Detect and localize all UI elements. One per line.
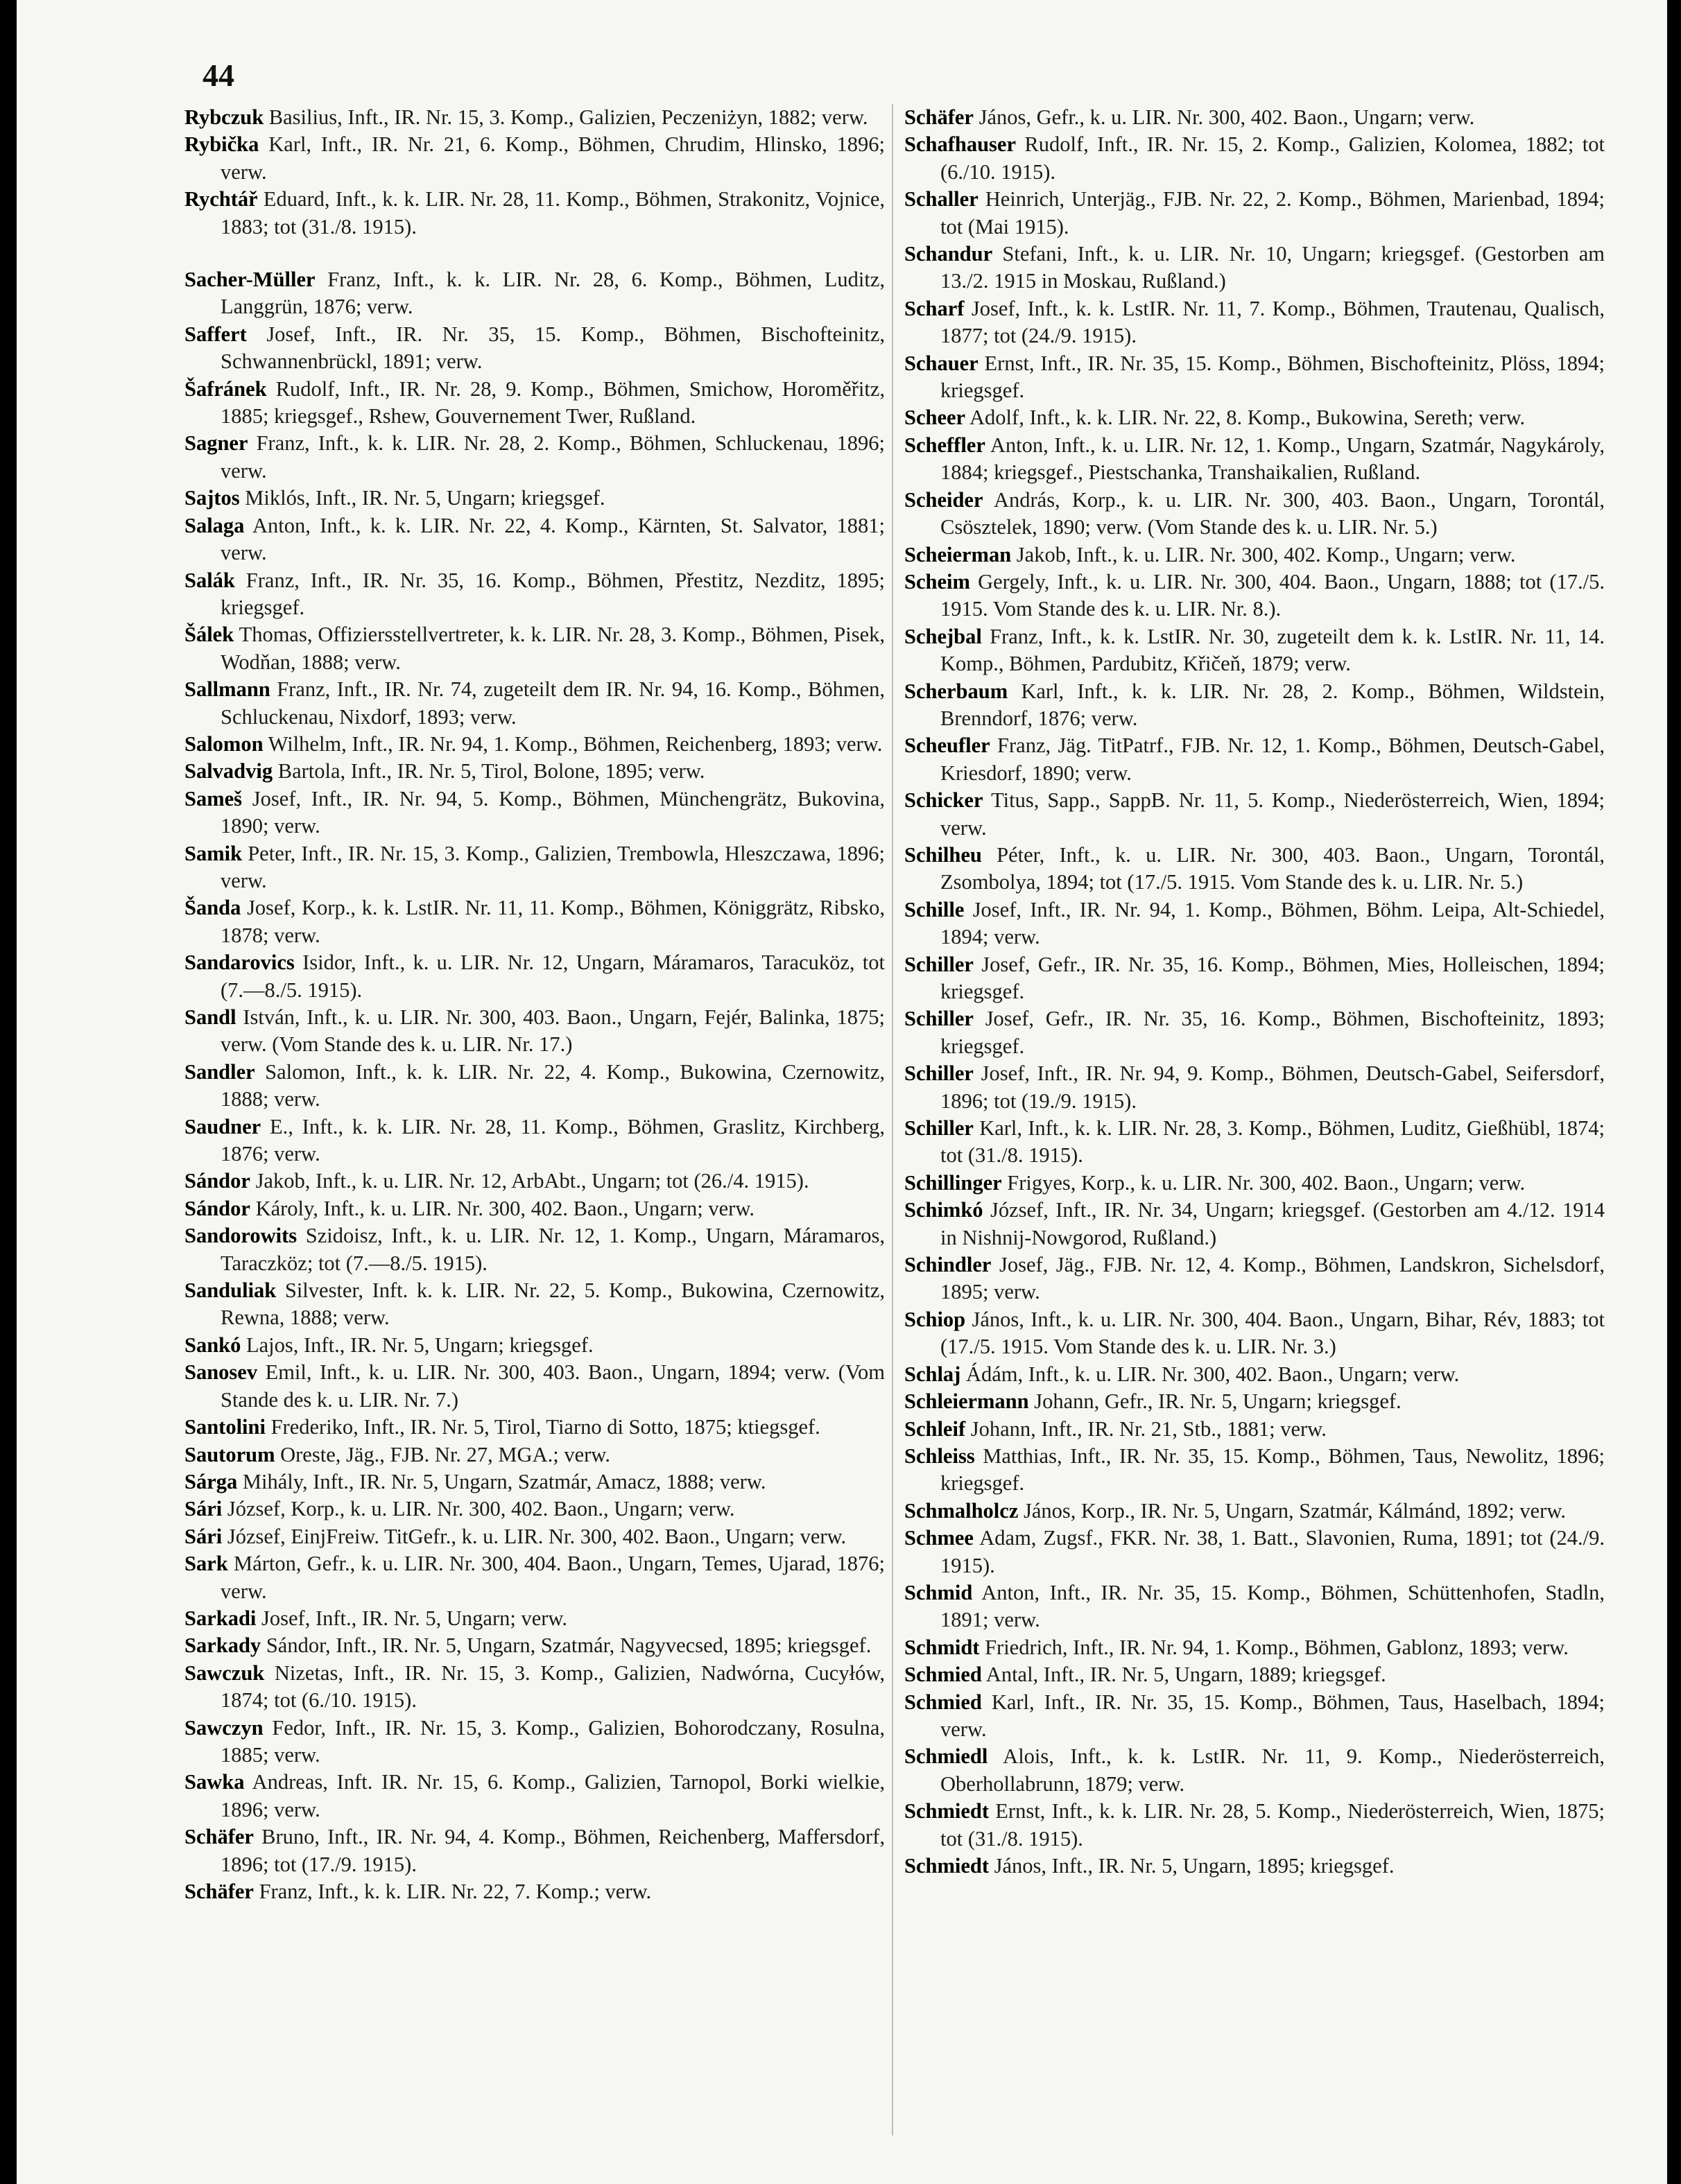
- register-entry: [904, 1661, 1605, 1688]
- register-entry: [184, 1195, 885, 1222]
- entry-details: Josef, Jäg., FJB. Nr. 12, 4. Komp., Böhmen, Landskron, Sichelsdorf, 1895; verw.: [940, 1253, 1605, 1304]
- register-entry: [904, 896, 1605, 951]
- entry-details: Franz, Jäg. TitPatrf., FJB. Nr. 12, 1. Komp., Böhmen, Deutsch-Gabel, Kriesdorf, 1890; verw.: [940, 734, 1605, 785]
- entry-surname: Sándor: [184, 1169, 250, 1193]
- entry-details: Adolf, Inft., k. k. LIR. Nr. 22, 8. Komp., Bukowina, Sereth; verw.: [969, 406, 1526, 430]
- entry-surname: Sándor: [184, 1196, 250, 1220]
- entry-details: Franz, Inft., k. k. LstIR. Nr. 30, zugeteilt dem k. k. LstIR. Nr. 11, 14. Komp., Böhmen, Pardubitz, Křičeň, 1879; verw.: [940, 624, 1605, 676]
- register-entry: [904, 404, 1605, 431]
- entry-surname: Schlaj: [904, 1362, 961, 1386]
- entry-details: József, Korp., k. u. LIR. Nr. 300, 402. Baon., Ungarn; verw.: [227, 1497, 735, 1521]
- entry-details: János, Korp., IR. Nr. 5, Ungarn, Szatmár, Kálmánd, 1892; verw.: [1023, 1498, 1567, 1523]
- register-entry: [184, 1059, 885, 1113]
- register-entry: [904, 951, 1605, 1006]
- register-entry: [184, 621, 885, 676]
- register-entry: [904, 1416, 1605, 1443]
- left-column: [184, 104, 885, 1905]
- entry-details: Alois, Inft., k. k. LstIR. Nr. 11, 9. Komp., Niederösterreich, Oberhollabrunn, 1879; verw.: [940, 1744, 1605, 1796]
- right-column: [904, 104, 1605, 1880]
- entry-surname: Salvadvig: [184, 759, 273, 783]
- entry-surname: Schiller: [904, 1007, 974, 1031]
- register-entry: [904, 1306, 1605, 1361]
- entry-surname: Santolini: [184, 1415, 266, 1439]
- register-entry: [184, 1113, 885, 1168]
- entry-surname: Sautorum: [184, 1442, 275, 1466]
- entry-surname: Salaga: [184, 513, 245, 537]
- entry-surname: Sanosev: [184, 1360, 258, 1385]
- register-entry: [184, 731, 885, 758]
- entry-details: Miklós, Inft., IR. Nr. 5, Ungarn; kriegsgef.: [245, 486, 605, 510]
- register-entry: [184, 1468, 885, 1496]
- entry-surname: Sallmann: [184, 677, 270, 702]
- entry-details: Silvester, Inft. k. k. LIR. Nr. 22, 5. Komp., Bukowina, Czernowitz, Rewna, 1888; verw.: [221, 1279, 886, 1330]
- register-entry: [184, 1359, 885, 1414]
- entry-surname: Salák: [184, 568, 235, 592]
- entry-surname: Sarkadi: [184, 1606, 257, 1630]
- entry-surname: Schmid: [904, 1580, 973, 1604]
- entry-surname: Sandorowits: [184, 1224, 298, 1248]
- register-entry: [184, 1605, 885, 1632]
- register-entry: [904, 1853, 1605, 1880]
- entry-surname: Saffert: [184, 322, 247, 346]
- entry-surname: Schäfer: [184, 1825, 254, 1849]
- register-entry: [184, 758, 885, 785]
- entry-surname: Rybička: [184, 132, 259, 157]
- entry-details: Franz, Inft., k. k. LIR. Nr. 28, 2. Komp., Böhmen, Schluckenau, 1896; verw.: [221, 431, 885, 483]
- entry-details: Franz, Inft., IR. Nr. 35, 16. Komp., Böhmen, Přestitz, Nezditz, 1895; kriegsgef.: [221, 568, 885, 619]
- register-entry: [184, 430, 885, 485]
- entry-details: Sándor, Inft., IR. Nr. 5, Ungarn, Szatmár, Nagyvecsed, 1895; kriegsgef.: [266, 1633, 872, 1658]
- entry-surname: Schiller: [904, 952, 974, 976]
- entry-details: Ernst, Inft., IR. Nr. 35, 15. Komp., Böhmen, Bischofteinitz, Plöss, 1894; kriegsgef.: [940, 351, 1605, 403]
- entry-surname: Schmiedl: [904, 1744, 988, 1769]
- entry-details: Mihály, Inft., IR. Nr. 5, Ungarn, Szatmár, Amacz, 1888; verw.: [242, 1469, 766, 1493]
- entry-details: E., Inft., k. k. LIR. Nr. 28, 11. Komp., Böhmen, Graslitz, Kirchberg, 1876; verw.: [221, 1114, 885, 1166]
- register-entry: [904, 678, 1605, 733]
- entry-details: Basilius, Inft., IR. Nr. 15, 3. Komp., Galizien, Peczeniżyn, 1882; verw.: [268, 105, 868, 129]
- entry-details: Péter, Inft., k. u. LIR. Nr. 300, 403. Baon., Ungarn, Torontál, Zsombolya, 1894; tot (17./5. 1915. Vom Stande des k. u. LIR. Nr. 5.): [940, 842, 1605, 894]
- register-entry: [904, 1005, 1605, 1060]
- entry-surname: Samik: [184, 841, 243, 865]
- entry-surname: Schleiermann: [904, 1389, 1029, 1414]
- entry-surname: Scheufler: [904, 734, 990, 758]
- entry-details: Frederiko, Inft., IR. Nr. 5, Tirol, Tiarno di Sotto, 1875; ktiegsgef.: [270, 1415, 820, 1439]
- entry-surname: Rybczuk: [184, 105, 264, 129]
- entry-surname: Saudner: [184, 1114, 261, 1138]
- entry-details: Gergely, Inft., k. u. LIR. Nr. 300, 404. Baon., Ungarn, 1888; tot (17./5. 1915. Vom Stande des k. u. LIR. Nr. 8.).: [940, 569, 1605, 621]
- entry-details: Antal, Inft., IR. Nr. 5, Ungarn, 1889; kriegsgef.: [985, 1663, 1386, 1687]
- entry-surname: Šafránek: [184, 376, 267, 401]
- register-entry: [904, 186, 1605, 241]
- entry-surname: Sagner: [184, 431, 248, 456]
- entry-surname: Schiller: [904, 1116, 974, 1141]
- entry-details: Wilhelm, Inft., IR. Nr. 94, 1. Komp., Böhmen, Reichenberg, 1893; verw.: [268, 731, 883, 756]
- entry-details: Szidoisz, Inft., k. u. LIR. Nr. 12, 1. Komp., Ungarn, Máramaros, Taraczköz; tot (7.—8./5. 1915).: [221, 1224, 885, 1275]
- register-entry: [904, 732, 1605, 787]
- entry-details: Karl, Inft., IR. Nr. 21, 6. Komp., Böhmen, Chrudim, Hlinsko, 1896; verw.: [221, 132, 886, 184]
- register-page: [17, 0, 1667, 2184]
- entry-details: Eduard, Inft., k. k. LIR. Nr. 28, 11. Komp., Böhmen, Strakonitz, Vojnice, 1883; tot (31./8. 1915).: [221, 187, 885, 239]
- register-entry: [184, 512, 885, 567]
- register-entry: [184, 1878, 885, 1905]
- entry-surname: Schleiss: [904, 1444, 975, 1468]
- register-entry: [184, 186, 885, 241]
- register-entry: [184, 1414, 885, 1441]
- entry-details: Karl, Inft., IR. Nr. 35, 15. Komp., Böhmen, Taus, Haselbach, 1894; verw.: [940, 1690, 1605, 1741]
- entry-surname: Schillinger: [904, 1170, 1002, 1195]
- entry-details: Titus, Sapp., SappB. Nr. 11, 5. Komp., Niederösterreich, Wien, 1894; verw.: [940, 788, 1605, 840]
- register-entry: [184, 1441, 885, 1468]
- entry-details: Anton, Inft., IR. Nr. 35, 15. Komp., Böhmen, Schüttenhofen, Stadln, 1891; verw.: [940, 1580, 1605, 1632]
- entry-details: Márton, Gefr., k. u. LIR. Nr. 300, 404. Baon., Ungarn, Temes, Ujarad, 1876; verw.: [221, 1552, 885, 1603]
- entry-surname: Sawczuk: [184, 1661, 265, 1685]
- register-entry: [904, 1798, 1605, 1853]
- entry-surname: Schille: [904, 897, 965, 921]
- entry-surname: Salomon: [184, 731, 264, 756]
- entry-surname: Sankó: [184, 1333, 241, 1357]
- entry-details: János, Gefr., k. u. LIR. Nr. 300, 402. Baon., Ungarn; verw.: [979, 105, 1475, 129]
- register-entry: [904, 350, 1605, 405]
- entry-details: Matthias, Inft., IR. Nr. 35, 15. Komp., Böhmen, Taus, Newolitz, 1896; kriegsgef.: [940, 1444, 1605, 1496]
- register-entry: [904, 1689, 1605, 1744]
- entry-details: Josef, Inft., IR. Nr. 94, 5. Komp., Böhmen, Münchengrätz, Bukovina, 1890; verw.: [221, 786, 885, 838]
- register-entry: [904, 487, 1605, 541]
- entry-details: Lajos, Inft., IR. Nr. 5, Ungarn; kriegsgef.: [246, 1333, 594, 1357]
- entry-surname: Schmiedt: [904, 1799, 989, 1823]
- register-entry: [184, 676, 885, 731]
- entry-surname: Sawczyn: [184, 1715, 264, 1740]
- entry-surname: Scheffler: [904, 433, 985, 457]
- entry-surname: Schleif: [904, 1416, 966, 1441]
- entry-details: Josef, Inft., k. k. LstIR. Nr. 11, 7. Komp., Böhmen, Trautenau, Qualisch, 1877; tot (24./9. 1915).: [940, 296, 1605, 348]
- register-entry: [904, 842, 1605, 896]
- entry-surname: Sark: [184, 1552, 228, 1576]
- entry-details: Anton, Inft., k. u. LIR. Nr. 12, 1. Komp., Ungarn, Szatmár, Nagykároly, 1884; kriegsgef., Piestschanka, Transhaikalien, Rußland.: [940, 433, 1605, 485]
- entry-surname: Schandur: [904, 242, 993, 266]
- entry-surname: Sári: [184, 1524, 223, 1548]
- entry-surname: Sandarovics: [184, 951, 295, 975]
- register-entry: [184, 266, 885, 321]
- entry-details: Franz, Inft., k. k. LIR. Nr. 22, 7. Komp.; verw.: [259, 1880, 652, 1903]
- entry-details: Johann, Gefr., IR. Nr. 5, Ungarn; kriegsgef.: [1034, 1389, 1402, 1414]
- entry-details: Josef, Inft., IR. Nr. 35, 15. Komp., Böhmen, Bischofteinitz, Schwannenbrückl, 1891; verw.: [221, 322, 885, 374]
- entry-details: János, Inft., IR. Nr. 5, Ungarn, 1895; kriegsgef.: [994, 1854, 1395, 1878]
- register-entry: [904, 623, 1605, 678]
- entry-surname: Scheierman: [904, 542, 1012, 566]
- register-entry: [184, 894, 885, 949]
- register-entry: [904, 131, 1605, 186]
- entry-surname: Schmied: [904, 1690, 982, 1714]
- register-entry: [904, 1388, 1605, 1415]
- entry-details: Salomon, Inft., k. k. LIR. Nr. 22, 4. Komp., Bukowina, Czernowitz, 1888; verw.: [221, 1059, 885, 1111]
- entry-surname: Sajtos: [184, 486, 240, 510]
- register-entry: [184, 1660, 885, 1715]
- register-entry: [184, 376, 885, 431]
- entry-details: Ernst, Inft., k. k. LIR. Nr. 28, 5. Komp., Niederösterreich, Wien, 1875; tot (31./8. 1915).: [940, 1799, 1605, 1851]
- entry-details: Karl, Inft., k. k. LIR. Nr. 28, 3. Komp., Böhmen, Luditz, Gießhübl, 1874; tot (31./8. 1915).: [940, 1116, 1605, 1168]
- register-entry: [184, 485, 885, 512]
- register-entry: [904, 1115, 1605, 1170]
- entry-surname: Schimkó: [904, 1198, 983, 1222]
- entry-surname: Schicker: [904, 788, 983, 813]
- entry-details: Nizetas, Inft., IR. Nr. 15, 3. Komp., Galizien, Nadwórna, Cucyłów, 1874; tot (6./10. 1915).: [221, 1661, 885, 1713]
- entry-details: Franz, Inft., k. k. LIR. Nr. 28, 6. Komp., Böhmen, Luditz, Langgrün, 1876; verw.: [221, 268, 885, 319]
- entry-surname: Schäfer: [184, 1880, 254, 1903]
- entry-details: Josef, Inft., IR. Nr. 94, 9. Komp., Böhmen, Deutsch-Gabel, Seifersdorf, 1896; tot (19./9. 1915).: [940, 1061, 1605, 1113]
- register-entry: [184, 567, 885, 622]
- entry-surname: Sanduliak: [184, 1279, 277, 1303]
- entry-details: Bruno, Inft., IR. Nr. 94, 4. Komp., Böhmen, Reichenberg, Maffersdorf, 1896; tot (17./9. 1915).: [221, 1825, 885, 1876]
- entry-details: Isidor, Inft., k. u. LIR. Nr. 12, Ungarn, Máramaros, Taracuköz, tot (7.—8./5. 1915).: [221, 951, 886, 1002]
- register-entry: [904, 1443, 1605, 1498]
- entry-surname: Sameš: [184, 786, 243, 811]
- entry-surname: Schejbal: [904, 624, 982, 648]
- entry-details: Franz, Inft., IR. Nr. 74, zugeteilt dem IR. Nr. 94, 16. Komp., Böhmen, Schluckenau, Nixdorf, 1893; verw.: [221, 677, 886, 729]
- entry-details: Emil, Inft., k. u. LIR. Nr. 300, 403. Baon., Ungarn, 1894; verw. (Vom Stande des k. u. LIR. Nr. 7.): [221, 1360, 885, 1412]
- entry-surname: Schaller: [904, 187, 979, 211]
- column-divider: [892, 104, 893, 2135]
- entry-surname: Sárga: [184, 1469, 238, 1493]
- register-entry: [184, 1277, 885, 1332]
- register-entry: [184, 1222, 885, 1277]
- entry-details: Josef, Korp., k. k. LstIR. Nr. 11, 11. Komp., Böhmen, Königgrätz, Ribsko, 1878; verw.: [221, 896, 885, 947]
- entry-details: Friedrich, Inft., IR. Nr. 94, 1. Komp., Böhmen, Gablonz, 1893; verw.: [985, 1635, 1569, 1659]
- entry-details: Anton, Inft., k. k. LIR. Nr. 22, 4. Komp., Kärnten, St. Salvator, 1881; verw.: [221, 513, 885, 565]
- entry-surname: Schäfer: [904, 105, 974, 129]
- entry-details: Andreas, Inft. IR. Nr. 15, 6. Komp., Galizien, Tarnopol, Borki wielkie, 1896; verw.: [221, 1770, 885, 1821]
- register-entry: [904, 295, 1605, 350]
- entry-surname: Šálek: [184, 623, 234, 647]
- register-entry: [184, 1550, 885, 1605]
- register-entry: [184, 1496, 885, 1523]
- register-entry: [184, 104, 885, 131]
- register-entry: [904, 787, 1605, 842]
- entry-details: Frigyes, Korp., k. u. LIR. Nr. 300, 402. Baon., Ungarn; verw.: [1007, 1170, 1526, 1195]
- entry-surname: Šanda: [184, 896, 241, 920]
- entry-surname: Schmalholcz: [904, 1498, 1019, 1523]
- entry-surname: Scheider: [904, 487, 983, 512]
- entry-surname: Sandler: [184, 1059, 255, 1084]
- entry-details: István, Inft., k. u. LIR. Nr. 300, 403. Baon., Ungarn, Fejér, Balinka, 1875; verw. (Vom Stande des k. u. LIR. Nr. 17.): [221, 1005, 886, 1057]
- entry-surname: Sawka: [184, 1770, 245, 1794]
- entry-surname: Sandl: [184, 1005, 236, 1029]
- register-entry: [904, 1170, 1605, 1197]
- entry-details: András, Korp., k. u. LIR. Nr. 300, 403. Baon., Ungarn, Torontál, Csösztelek, 1890; verw. (Vom Stande des k. u. LIR. Nr. 5.): [940, 487, 1605, 539]
- entry-details: Oreste, Jäg., FJB. Nr. 27, MGA.; verw.: [280, 1442, 610, 1466]
- entry-surname: Scherbaum: [904, 679, 1008, 703]
- entry-surname: Rychtář: [184, 187, 258, 211]
- register-entry: [184, 1004, 885, 1059]
- register-entry: [904, 1197, 1605, 1251]
- entry-surname: Sarkady: [184, 1633, 261, 1658]
- entry-details: Ádám, Inft., k. u. LIR. Nr. 300, 402. Baon., Ungarn; verw.: [965, 1362, 1460, 1386]
- entry-details: Karl, Inft., k. k. LIR. Nr. 28, 2. Komp., Böhmen, Wildstein, Brenndorf, 1876; verw.: [940, 679, 1605, 730]
- register-entry: [904, 1525, 1605, 1579]
- register-entry: [184, 1632, 885, 1659]
- register-entry: [184, 321, 885, 376]
- entry-surname: Schauer: [904, 351, 979, 375]
- entry-details: Josef, Gefr., IR. Nr. 35, 16. Komp., Böhmen, Bischofteinitz, 1893; kriegsgef.: [940, 1007, 1605, 1058]
- entry-details: János, Inft., k. u. LIR. Nr. 300, 404. Baon., Ungarn, Bihar, Rév, 1883; tot (17./5. 1915. Vom Stande des k. u. LIR. Nr. 3.): [940, 1307, 1605, 1359]
- entry-surname: Scharf: [904, 296, 965, 320]
- register-entry: [184, 131, 885, 186]
- entry-surname: Schmied: [904, 1663, 982, 1687]
- register-entry: [904, 1251, 1605, 1306]
- register-entry: [184, 1332, 885, 1359]
- page-number: 44: [202, 58, 234, 93]
- entry-details: Josef, Inft., IR. Nr. 5, Ungarn; verw.: [261, 1606, 568, 1630]
- register-entry: [904, 1060, 1605, 1115]
- entry-details: Rudolf, Inft., IR. Nr. 15, 2. Komp., Galizien, Kolomea, 1882; tot (6./10. 1915).: [940, 132, 1605, 184]
- register-entry: [184, 1823, 885, 1878]
- register-entry: [904, 241, 1605, 295]
- entry-details: Jakob, Inft., k. u. LIR. Nr. 300, 402. Komp., Ungarn; verw.: [1016, 542, 1516, 566]
- register-entry: [184, 1769, 885, 1823]
- entry-surname: Schmee: [904, 1526, 974, 1550]
- entry-details: Jakob, Inft., k. u. LIR. Nr. 12, ArbAbt., Ungarn; tot (26./4. 1915).: [255, 1169, 809, 1193]
- register-entry: [904, 569, 1605, 623]
- entry-details: Johann, Inft., IR. Nr. 21, Stb., 1881; verw.: [970, 1416, 1327, 1441]
- entry-details: Heinrich, Unterjäg., FJB. Nr. 22, 2. Komp., Böhmen, Marienbad, 1894; tot (Mai 1915).: [940, 187, 1605, 239]
- register-entry: [184, 1523, 885, 1550]
- entry-surname: Scheer: [904, 406, 966, 430]
- entry-details: Fedor, Inft., IR. Nr. 15, 3. Komp., Galizien, Bohorodczany, Rosulna, 1885; verw.: [221, 1715, 886, 1767]
- entry-surname: Sári: [184, 1497, 223, 1521]
- entry-surname: Scheim: [904, 569, 970, 593]
- entry-surname: Schmidt: [904, 1635, 980, 1659]
- register-entry: [904, 1743, 1605, 1798]
- register-entry: [904, 1498, 1605, 1525]
- register-entry: [184, 1715, 885, 1769]
- register-entry: [904, 432, 1605, 487]
- entry-details: Adam, Zugsf., FKR. Nr. 38, 1. Batt., Slavonien, Ruma, 1891; tot (24./9. 1915).: [940, 1526, 1605, 1577]
- entry-surname: Schiop: [904, 1307, 966, 1331]
- entry-details: Stefani, Inft., k. u. LIR. Nr. 10, Ungarn; kriegsgef. (Gestorben am 13./2. 1915 in Moskau, Rußland.): [940, 242, 1605, 293]
- entry-details: Peter, Inft., IR. Nr. 15, 3. Komp., Galizien, Trembowla, Hleszczawa, 1896; verw.: [221, 841, 886, 892]
- entry-surname: Sacher-Müller: [184, 268, 316, 292]
- register-entry: [904, 1634, 1605, 1661]
- entry-details: Josef, Gefr., IR. Nr. 35, 16. Komp., Böhmen, Mies, Holleischen, 1894; kriegsgef.: [940, 952, 1605, 1003]
- entry-details: Josef, Inft., IR. Nr. 94, 1. Komp., Böhmen, Böhm. Leipa, Alt-Schiedel, 1894; verw.: [940, 897, 1605, 949]
- register-entry: [904, 1579, 1605, 1634]
- register-entry: [184, 786, 885, 840]
- entry-details: Rudolf, Inft., IR. Nr. 28, 9. Komp., Böhmen, Smichow, Horoměřitz, 1885; kriegsgef., Rshew, Gouvernement Twer, Rußland.: [221, 376, 885, 428]
- register-entry: [184, 1168, 885, 1195]
- register-entry: [184, 949, 885, 1004]
- register-entry: [904, 104, 1605, 131]
- entry-surname: Schiller: [904, 1061, 974, 1086]
- entry-details: Bartola, Inft., IR. Nr. 5, Tirol, Bolone, 1895; verw.: [277, 759, 705, 783]
- register-entry: [904, 1361, 1605, 1388]
- entry-details: József, EinjFreiw. TitGefr., k. u. LIR. Nr. 300, 402. Baon., Ungarn; verw.: [227, 1524, 847, 1548]
- entry-surname: Schindler: [904, 1253, 992, 1277]
- register-entry: [184, 840, 885, 895]
- register-entry: [904, 541, 1605, 569]
- entry-surname: Schilheu: [904, 842, 982, 867]
- entry-details: Thomas, Offiziersstellvertreter, k. k. LIR. Nr. 28, 3. Komp., Böhmen, Pisek, Wodňan, 1888; verw.: [221, 623, 885, 674]
- entry-surname: Schafhauser: [904, 132, 1016, 157]
- entry-details: József, Inft., IR. Nr. 34, Ungarn; kriegsgef. (Gestorben am 4./12. 1914 in Nishnij-Nowgorod, Rußland.): [940, 1198, 1605, 1249]
- entry-surname: Schmiedt: [904, 1854, 989, 1878]
- entry-details: Károly, Inft., k. u. LIR. Nr. 300, 402. Baon., Ungarn; verw.: [255, 1196, 755, 1220]
